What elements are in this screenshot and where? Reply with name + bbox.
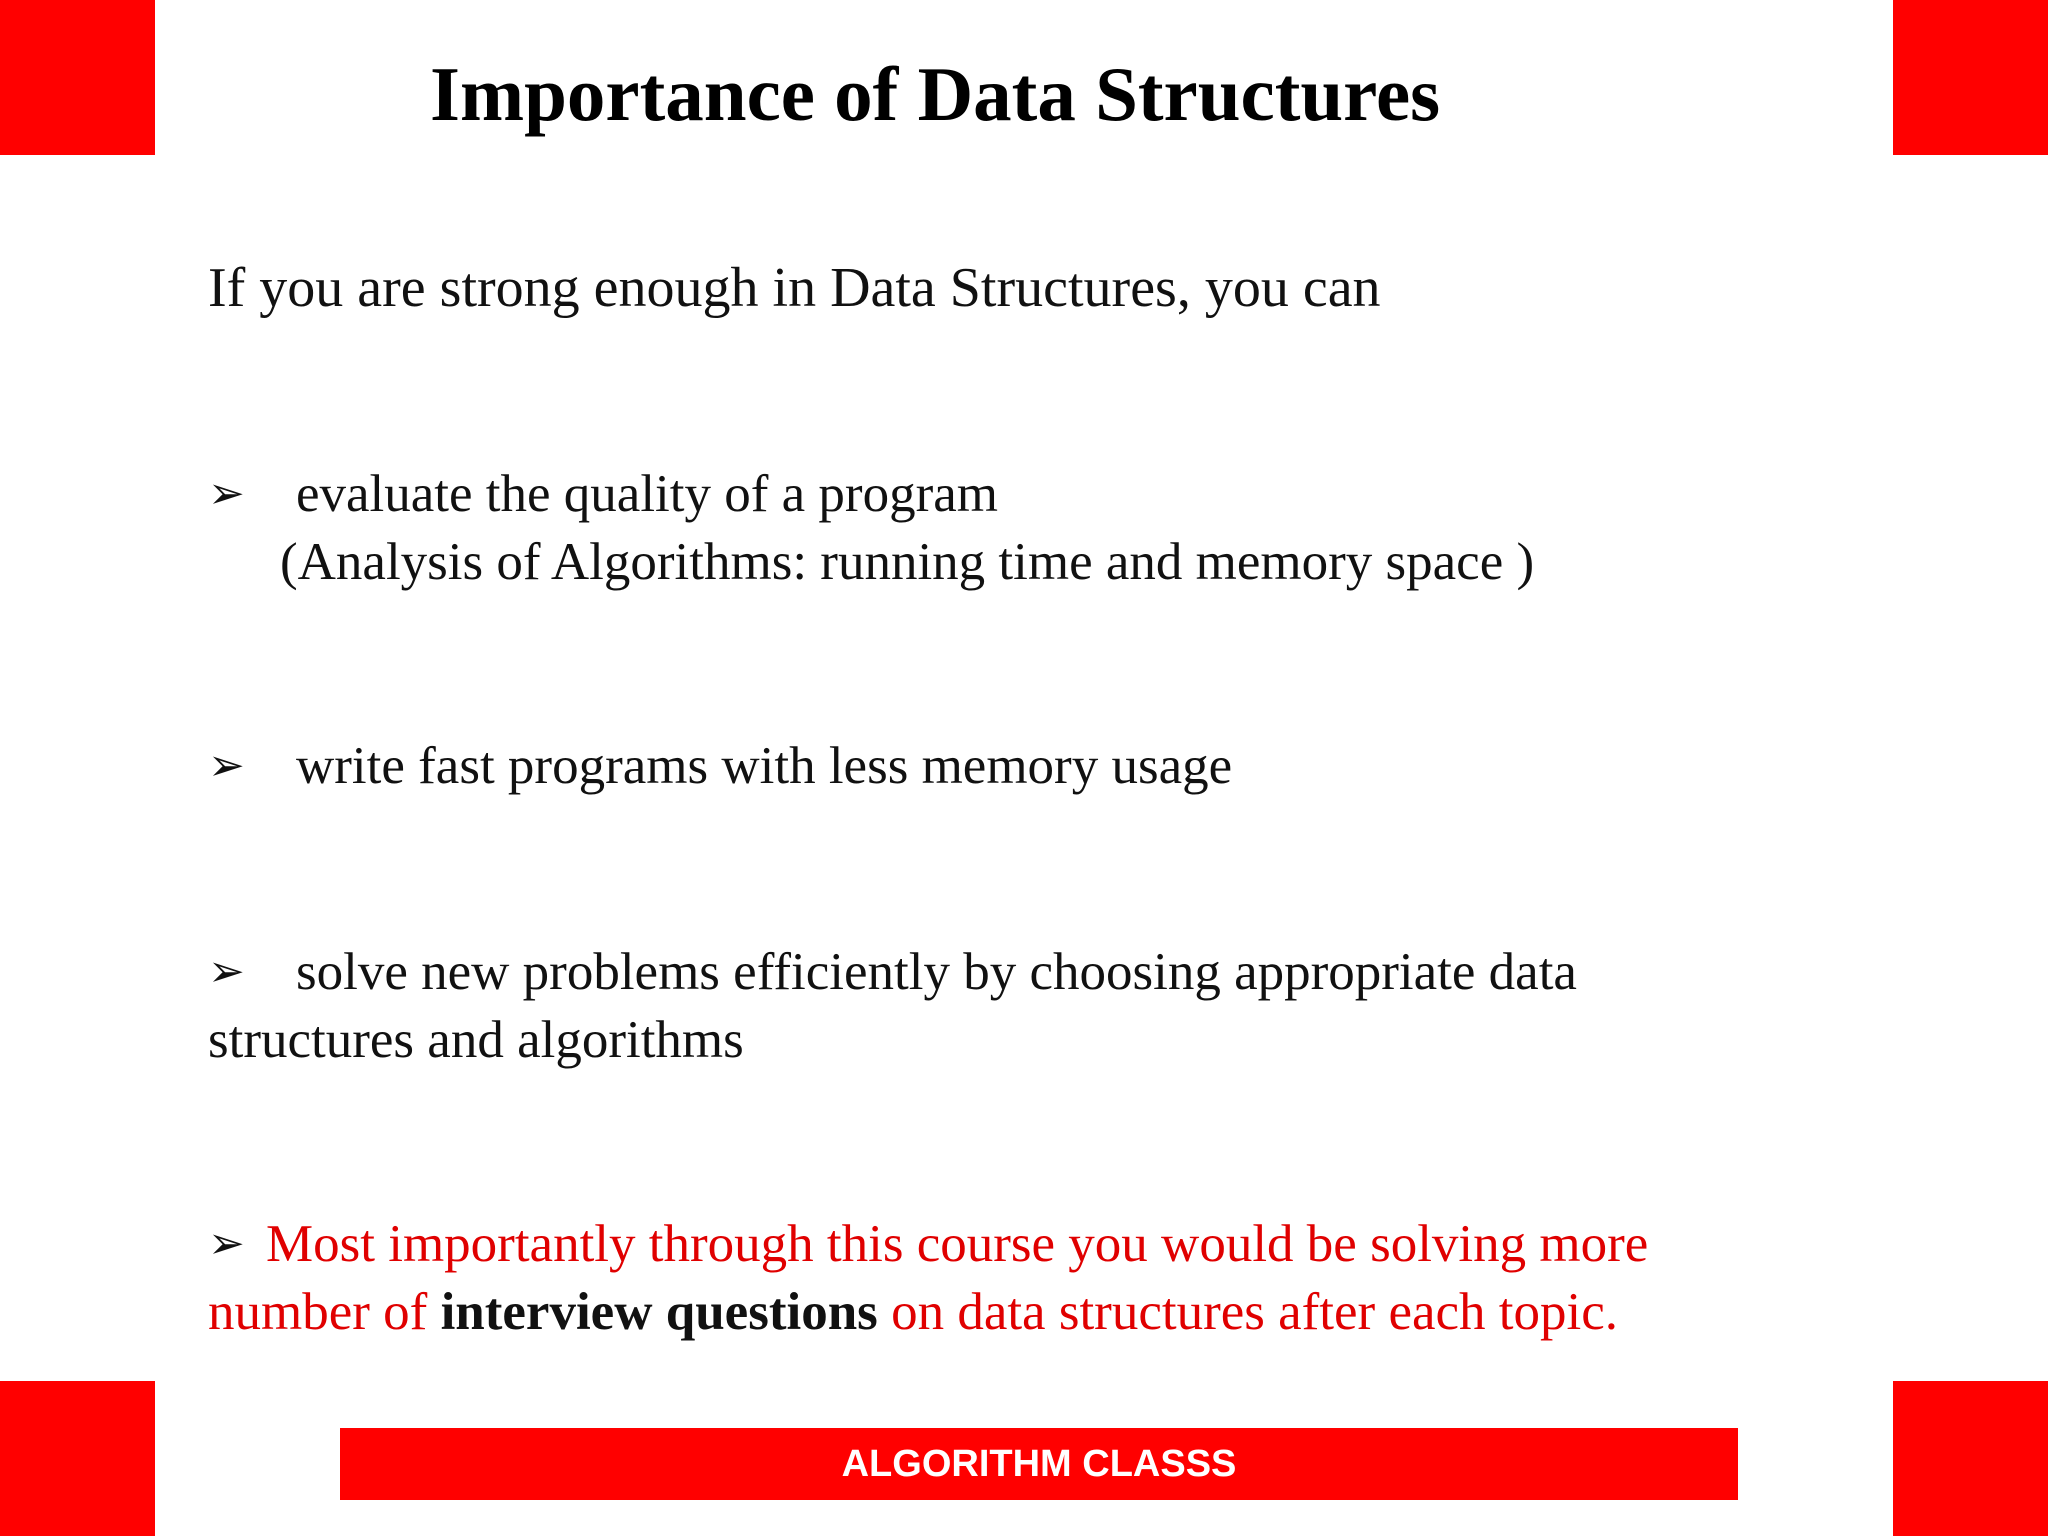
bullet-evaluate-quality xyxy=(208,460,1848,596)
bullet-text: write fast programs with less memory usage xyxy=(296,737,1233,795)
corner-block-top-right xyxy=(1893,0,2048,155)
bullet-subtext: (Analysis of Algorithms: running time and memory space ) xyxy=(280,533,1535,591)
bullet-text-continued: number of xyxy=(208,1283,428,1341)
intro-text: If you are strong enough in Data Structures, you can xyxy=(208,257,1381,319)
corner-block-bottom-left xyxy=(0,1381,155,1536)
bullet-text: solve new problems efficiently by choosing appropriate data xyxy=(296,943,1577,1001)
arrowhead-bullet-icon: ➢ xyxy=(208,1218,245,1269)
arrowhead-bullet-icon: ➢ xyxy=(208,468,245,519)
footer-label: ALGORITHM CLASSS xyxy=(841,1443,1237,1485)
corner-block-bottom-right xyxy=(1893,1381,2048,1536)
slide-title: Importance of Data Structures xyxy=(430,51,1441,137)
bullet-text: Most importantly through this course you would be solving more xyxy=(266,1215,1649,1273)
bullet-solve-problems xyxy=(208,938,1848,1074)
arrowhead-bullet-icon: ➢ xyxy=(208,946,245,997)
corner-block-top-left xyxy=(0,0,155,155)
bullet-text-end: on data structures after each topic. xyxy=(891,1283,1619,1341)
bullet-fast-programs xyxy=(208,732,1848,800)
arrowhead-bullet-icon: ➢ xyxy=(208,740,245,791)
bullet-text-continued: structures and algorithms xyxy=(208,1011,744,1069)
bullet-interview-questions xyxy=(208,1210,1848,1346)
emphasis-text: interview questions xyxy=(440,1283,878,1341)
bullet-text: evaluate the quality of a program xyxy=(296,465,998,523)
